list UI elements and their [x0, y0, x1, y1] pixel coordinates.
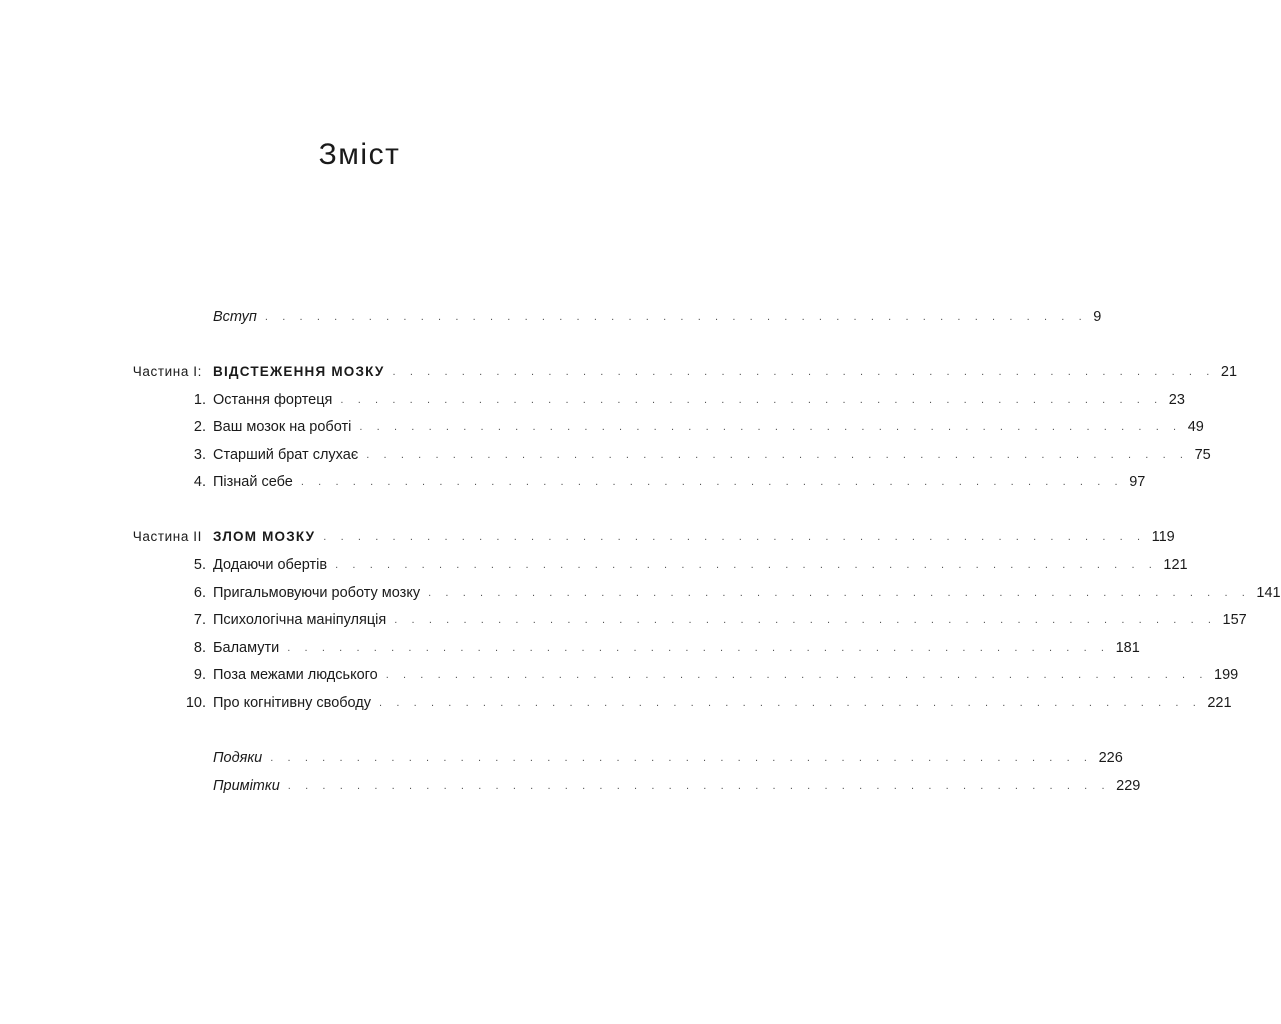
toc-entry-body	[213, 745, 1123, 772]
toc-chapter-title: Ваш мозок на роботі	[213, 419, 352, 435]
toc-entry-body	[213, 635, 1140, 662]
toc-chapter-number: 7.	[193, 612, 206, 628]
toc-chapter-number: 9.	[193, 667, 206, 683]
toc-chapter-title: Поза межами людського	[213, 667, 378, 683]
toc-chapter-1	[0, 387, 1185, 413]
toc-entry-title: Вступ	[213, 309, 257, 325]
toc-page-number: 75	[1194, 447, 1211, 463]
toc-chapter-title: Психологічна маніпуляція	[213, 612, 387, 628]
toc-entry-body	[213, 524, 1175, 551]
toc-entry-notes	[0, 773, 1141, 799]
toc-chapter-title: Додаючи обертів	[213, 557, 328, 573]
toc-leader-dots: . . . . . . . . . . . . . . . . . . . . . . . . . . . . . . . . . . . . . . . . . . . . . . . .	[392, 366, 1215, 378]
toc-chapter-number: 6.	[193, 585, 206, 601]
toc-chapter-title: Пригальмовуючи роботу мозку	[213, 585, 421, 601]
toc-chapter-7	[0, 607, 1247, 633]
toc-leader-dots: . . . . . . . . . . . . . . . . . . . . . . . . . . . . . . . . . . . . . . . . . . . . . . . .	[366, 449, 1189, 461]
toc-chapter-title: Баламути	[213, 640, 280, 656]
toc-chapter-number: 5.	[193, 557, 206, 573]
toc-page-number: 21	[1220, 364, 1238, 380]
toc-entry-body	[213, 773, 1141, 800]
toc-entry-body	[213, 690, 1232, 717]
toc-leader-dots: . . . . . . . . . . . . . . . . . . . . . . . . . . . . . . . . . . . . . . . . . . . . . . . .	[394, 614, 1217, 626]
toc-chapter-title: Остання фортеця	[213, 392, 333, 408]
toc-entry-body	[213, 469, 1146, 496]
toc-chapter-5	[0, 552, 1188, 578]
page-title: Зміст	[318, 138, 401, 171]
toc-entry-body	[213, 387, 1185, 414]
toc-entry-body	[213, 304, 1102, 331]
toc-page-number: 119	[1151, 529, 1175, 545]
toc-leader-dots: . . . . . . . . . . . . . . . . . . . . . . . . . . . . . . . . . . . . . . . . . . . . . . . .	[428, 587, 1251, 599]
toc-part-label: Частина I:	[132, 364, 202, 379]
toc-entry-body	[213, 607, 1247, 634]
toc-entry-body	[213, 580, 1281, 607]
toc-entry-body	[213, 414, 1204, 441]
toc-chapter-6	[0, 580, 1281, 606]
toc-leader-dots: . . . . . . . . . . . . . . . . . . . . . . . . . . . . . . . . . . . . . . . . . . . . . . . .	[359, 421, 1182, 433]
toc-leader-dots: . . . . . . . . . . . . . . . . . . . . . . . . . . . . . . . . . . . . . . . . . . . . . . . .	[300, 476, 1124, 488]
toc-entry-intro	[0, 304, 1102, 330]
toc-page-number: 23	[1168, 392, 1185, 408]
toc-entry-body	[213, 442, 1211, 469]
toc-chapter-10	[0, 690, 1232, 716]
toc-page-number: 226	[1098, 750, 1123, 766]
toc-chapter-title: Про когнітивну свободу	[213, 695, 372, 711]
toc-chapter-8	[0, 635, 1140, 661]
toc-part-2	[0, 524, 1175, 550]
toc-page-number: 229	[1116, 778, 1141, 794]
toc-chapter-number: 1.	[193, 392, 206, 408]
toc-chapter-number: 2.	[193, 419, 206, 435]
toc-chapter-title: Старший брат слухає	[213, 447, 359, 463]
toc-chapter-9	[0, 662, 1239, 688]
toc-chapter-title: Пізнай себе	[213, 474, 293, 490]
toc-page-number: 49	[1187, 419, 1204, 435]
toc-page-number: 181	[1115, 640, 1140, 656]
toc-leader-dots: . . . . . . . . . . . . . . . . . . . . . . . . . . . . . . . . . . . . . . . . . . . . . . . .	[287, 780, 1111, 792]
toc-leader-dots: . . . . . . . . . . . . . . . . . . . . . . . . . . . . . . . . . . . . . . . . . . . . . . . .	[270, 752, 1093, 764]
toc-entry-body	[213, 359, 1238, 386]
toc-page-number: 9	[1093, 309, 1102, 325]
toc-part-title: ЗЛОМ МОЗКУ	[213, 529, 316, 544]
toc-page-number: 121	[1163, 557, 1188, 573]
toc-leader-dots: . . . . . . . . . . . . . . . . . . . . . . . . . . . . . . . . . . . . . . . . . . . . . . . .	[385, 669, 1209, 681]
toc-page-number: 199	[1214, 667, 1239, 683]
toc-leader-dots: . . . . . . . . . . . . . . . . . . . . . . . . . . . . . . . . . . . . . . . . . . . . . . . .	[264, 311, 1088, 323]
toc-chapter-number: 8.	[193, 640, 206, 656]
toc-entry-body	[213, 662, 1239, 689]
toc-chapter-number: 4.	[193, 474, 206, 490]
toc-part-label: Частина II	[132, 529, 202, 544]
toc-page-number: 97	[1129, 474, 1146, 490]
toc-entry-title: Подяки	[213, 750, 263, 766]
toc-part-1	[0, 359, 1238, 385]
toc-page-number: 157	[1222, 612, 1247, 628]
toc-chapter-number: 3.	[193, 447, 206, 463]
toc-page-number: 221	[1207, 695, 1232, 711]
toc-leader-dots: . . . . . . . . . . . . . . . . . . . . . . . . . . . . . . . . . . . . . . . . . . . . . . . .	[287, 642, 1110, 654]
toc-leader-dots: . . . . . . . . . . . . . . . . . . . . . . . . . . . . . . . . . . . . . . . . . . . . . . . .	[335, 559, 1158, 571]
toc-chapter-3	[0, 442, 1211, 468]
toc-page-number: 141	[1256, 585, 1281, 601]
toc-leader-dots: . . . . . . . . . . . . . . . . . . . . . . . . . . . . . . . . . . . . . . . . . . . . . . . .	[340, 394, 1163, 406]
toc-chapter-2	[0, 414, 1204, 440]
toc-chapter-4	[0, 469, 1146, 495]
toc-entry-acknowledgements	[0, 745, 1123, 771]
toc-chapter-number: 10.	[185, 695, 206, 711]
toc-entry-title: Примітки	[213, 778, 280, 794]
toc-entry-body	[213, 552, 1188, 579]
toc-leader-dots: . . . . . . . . . . . . . . . . . . . . . . . . . . . . . . . . . . . . . . . . . . . . . . . .	[323, 531, 1146, 543]
toc-part-title: ВІДСТЕЖЕННЯ МОЗКУ	[213, 364, 385, 379]
toc-leader-dots: . . . . . . . . . . . . . . . . . . . . . . . . . . . . . . . . . . . . . . . . . . . . . . . .	[379, 697, 1202, 709]
